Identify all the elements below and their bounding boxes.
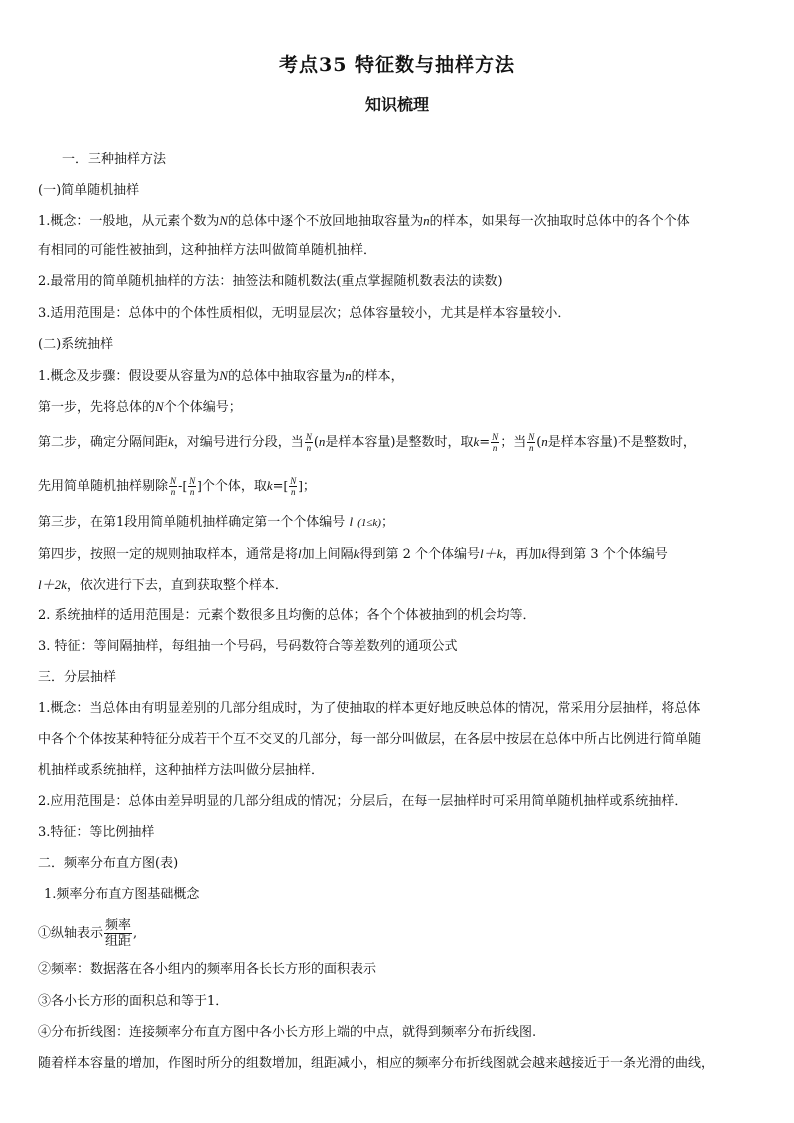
paragraph-systematic-scope: 2. 系统抽样的适用范围是：元素个数很多且均衡的总体；各个个体被抽到的机会均等． bbox=[38, 608, 536, 623]
paragraph-step-three: 第三步，在第1段用简单随机抽样确定第一个个体编号 l (1≤k)； bbox=[38, 514, 394, 530]
paragraph-smooth-curve: 随着样本容量的增加，作图时所分的组数增加，组距减小，相应的频率分布折线图就会越来越接近于一条光滑的曲线， bbox=[38, 1056, 715, 1071]
paragraph-step-two-line2: 先用简单随机抽样剔除 $\frac{N}{n}$ -[ $\frac{N}{n}$ ]个个体，取k=[ $\frac{N}{n}$ ]； bbox=[38, 476, 316, 497]
paragraph-frequency-area: ②频率：数据落在各小组内的频率用各长长方形的面积表示 bbox=[38, 962, 377, 977]
fraction-N-over-n: $\frac{N}{n}$ bbox=[492, 432, 499, 453]
paragraph-polygon: ④分布折线图：连接频率分布直方图中各小长方形上端的中点，就得到频率分布折线图. bbox=[38, 1025, 537, 1040]
paragraph-systematic-concept: 1.概念及步骤：假设要从容量为N的总体中抽取容量为n的样本， bbox=[38, 368, 404, 384]
paragraph-stratified-line3: 机抽样或系统抽样，这种抽样方法叫做分层抽样． bbox=[38, 763, 325, 778]
fraction-N-over-n: $\frac{N}{n}$ bbox=[528, 432, 535, 453]
paragraph-step-four-line2: l＋2k，依次进行下去，直到获取整个样本． bbox=[38, 577, 288, 593]
paragraph-simple-concept-line1: 1.概念：一般地，从元素个数为N的总体中逐个不放回地抽取容量为n的样本，如果每一次抽取时总体中的各个个体 bbox=[38, 213, 690, 229]
paragraph-stratified-feature: 3.特征：等比例抽样 bbox=[38, 825, 155, 840]
paragraph-stratified-line1: 1.概念：当总体由有明显差别的几部分组成时，为了使抽取的样本更好地反映总体的情况，常采用分层抽样，将总体 bbox=[38, 701, 701, 716]
paragraph-step-four-line1: 第四步，按照一定的规则抽取样本，通常是将l加上间隔k得到第 2 个个体编号l＋k，再加k得到第 3 个个体编号 bbox=[38, 546, 668, 562]
subheading-simple-random: (一)简单随机抽样 bbox=[38, 183, 140, 198]
paragraph-vertical-axis: ①纵轴表示 $\frac{\text{频率}}{\text{组距}}$ , bbox=[38, 918, 138, 949]
paragraph-stratified-line2: 中各个个体按某种特征分成若干个互不交叉的几部分，每一部分叫做层，在各层中按层在总体中所占比例进行简单随 bbox=[38, 732, 702, 747]
section-subtitle: 知识梳理 bbox=[364, 95, 429, 114]
paragraph-systematic-feature: 3. 特征：等间隔抽样，每组抽一个号码，号码数符合等差数列的通项公式 bbox=[38, 639, 458, 654]
subheading-systematic: (二)系统抽样 bbox=[38, 337, 114, 352]
page-title: 考点35 特征数与抽样方法 bbox=[278, 54, 516, 76]
subheading-histogram-basics: 1.频率分布直方图基础概念 bbox=[44, 887, 200, 902]
paragraph-simple-scope: 3.适用范围是：总体中的个体性质相似，无明显层次；总体容量较小，尤其是样本容量较小． bbox=[38, 306, 571, 321]
fraction-N-over-n: $\frac{N}{n}$ bbox=[170, 476, 177, 497]
subheading-stratified: 三．分层抽样 bbox=[38, 670, 117, 685]
paragraph-area-sum: ③各小长方形的面积总和等于1． bbox=[38, 994, 229, 1009]
fraction-N-over-n: $\frac{N}{n}$ bbox=[189, 476, 196, 497]
heading-sampling-methods: 一．三种抽样方法 bbox=[62, 152, 167, 167]
paragraph-simple-methods: 2.最常用的简单随机抽样的方法：抽签法和随机数法(重点掌握随机数表法的读数) bbox=[38, 274, 503, 289]
heading-frequency-histogram: 二．频率分布直方图(表) bbox=[38, 856, 179, 871]
fraction-frequency-over-width: $\frac{\text{频率}}{\text{组距}}$ bbox=[105, 918, 132, 949]
fraction-N-over-n: $\frac{N}{n}$ bbox=[305, 432, 312, 453]
fraction-N-over-n: $\frac{N}{n}$ bbox=[290, 476, 297, 497]
paragraph-step-two-line1: 第二步，确定分隔间距k，对编号进行分段，当 $\frac{N}{n}$ (n是样本容量)是整数时，取k= $\frac{N}{n}$ ；当 $\frac{N}{n}$ (n是样本容量)不是整数时， bbox=[38, 432, 696, 453]
paragraph-step-one: 第一步，先将总体的N个个体编号； bbox=[38, 399, 242, 415]
paragraph-stratified-scope: 2.应用范围是：总体由差异明显的几部分组成的情况；分层后，在每一层抽样时可采用简单随机抽样或系统抽样． bbox=[38, 794, 688, 809]
paragraph-simple-concept-line2: 有相同的可能性被抽到，这种抽样方法叫做简单随机抽样． bbox=[38, 243, 377, 258]
